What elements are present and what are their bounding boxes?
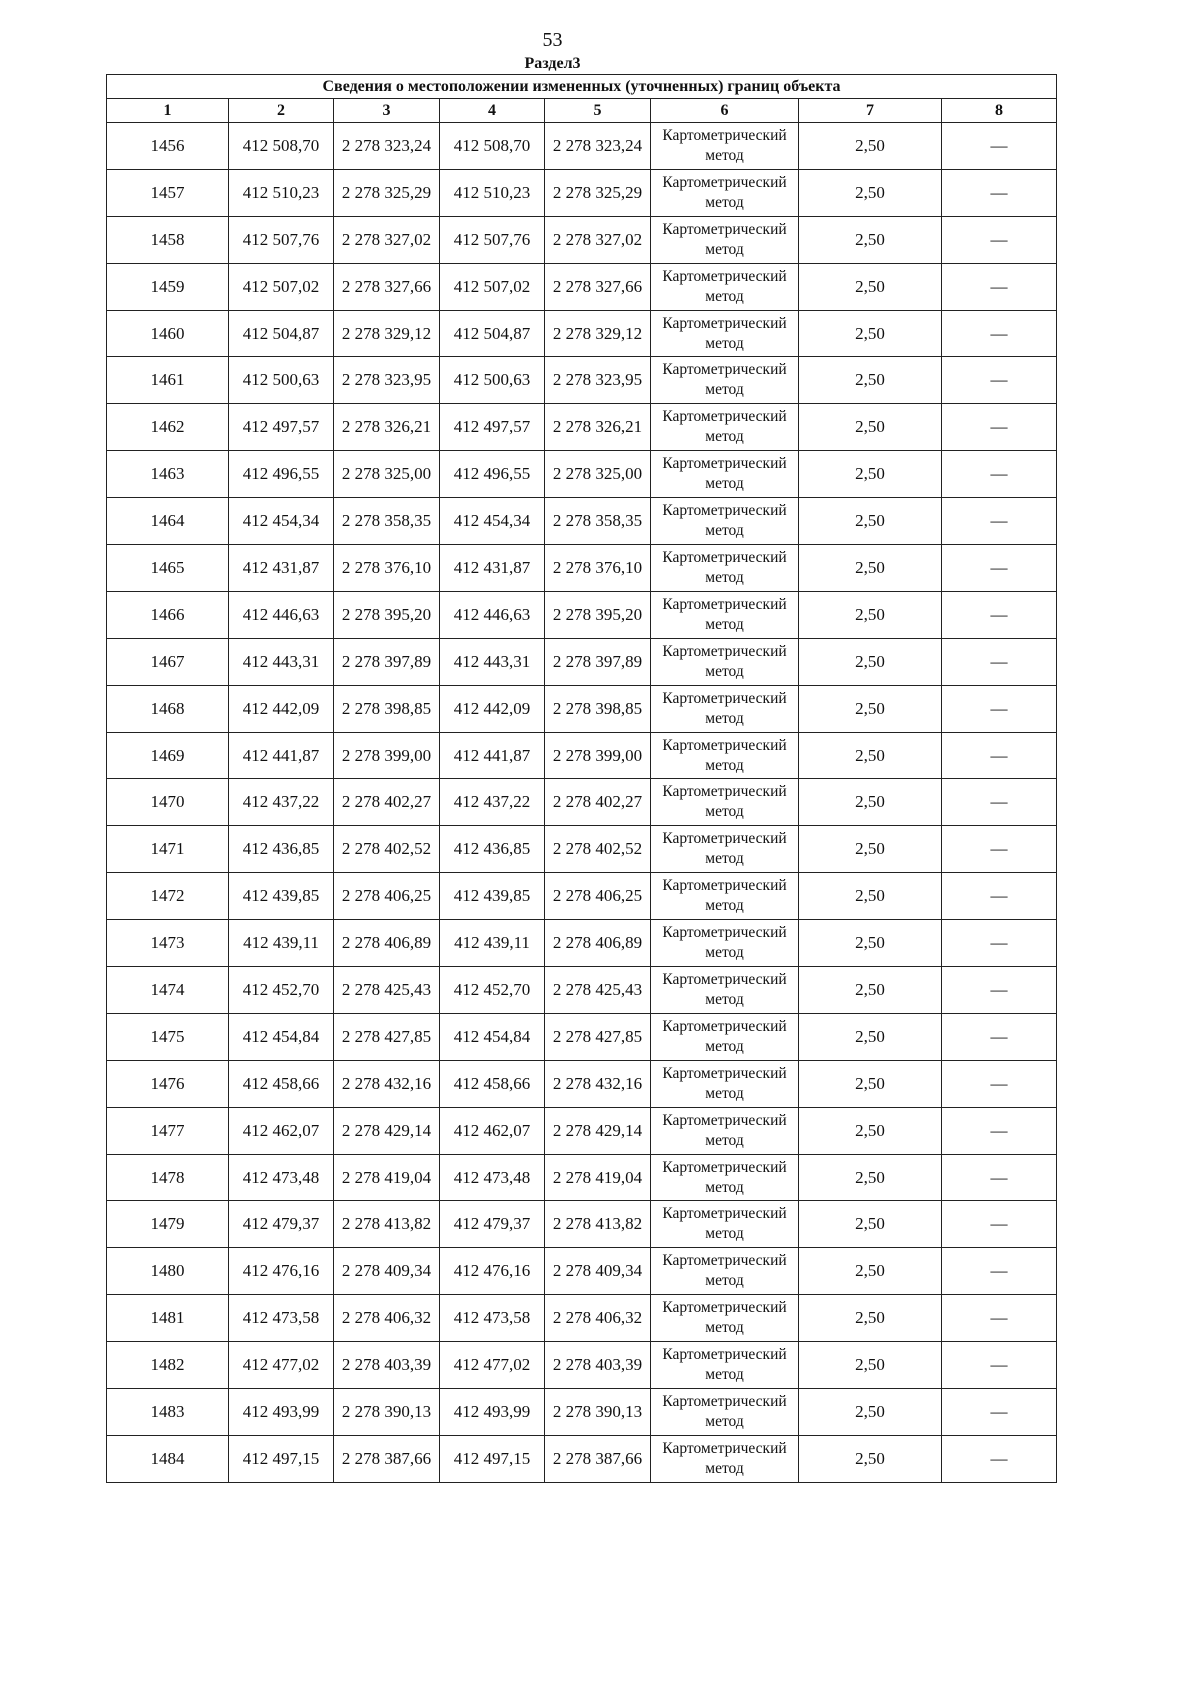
column-header: 3 [334, 99, 440, 123]
x-new-cell: 412 454,34 [440, 498, 545, 545]
method-cell: Картометрический метод [651, 779, 799, 826]
y-existing-cell: 2 278 376,10 [334, 545, 440, 592]
y-existing-cell: 2 278 387,66 [334, 1435, 440, 1482]
table-row [107, 1060, 1057, 1107]
accuracy-cell: 2,50 [799, 123, 942, 170]
x-new-cell: 412 477,02 [440, 1342, 545, 1389]
description-cell: — [942, 779, 1057, 826]
table-caption-row [107, 75, 1057, 99]
method-cell: Картометрический метод [651, 873, 799, 920]
description-cell: — [942, 263, 1057, 310]
x-existing-cell: 412 454,34 [229, 498, 334, 545]
method-cell: Картометрический метод [651, 967, 799, 1014]
table-row [107, 920, 1057, 967]
accuracy-cell: 2,50 [799, 216, 942, 263]
x-existing-cell: 412 454,84 [229, 1013, 334, 1060]
method-cell: Картометрический метод [651, 123, 799, 170]
point-number-cell: 1470 [107, 779, 229, 826]
y-new-cell: 2 278 325,29 [545, 169, 651, 216]
description-cell: — [942, 357, 1057, 404]
x-new-cell: 412 504,87 [440, 310, 545, 357]
table-row [107, 1389, 1057, 1436]
y-new-cell: 2 278 413,82 [545, 1201, 651, 1248]
accuracy-cell: 2,50 [799, 685, 942, 732]
y-new-cell: 2 278 429,14 [545, 1107, 651, 1154]
y-existing-cell: 2 278 403,39 [334, 1342, 440, 1389]
y-existing-cell: 2 278 409,34 [334, 1248, 440, 1295]
accuracy-cell: 2,50 [799, 779, 942, 826]
description-cell: — [942, 732, 1057, 779]
x-new-cell: 412 462,07 [440, 1107, 545, 1154]
point-number-cell: 1461 [107, 357, 229, 404]
table-row [107, 967, 1057, 1014]
table-row [107, 357, 1057, 404]
accuracy-cell: 2,50 [799, 638, 942, 685]
y-existing-cell: 2 278 323,95 [334, 357, 440, 404]
description-cell: — [942, 826, 1057, 873]
y-existing-cell: 2 278 397,89 [334, 638, 440, 685]
y-existing-cell: 2 278 413,82 [334, 1201, 440, 1248]
description-cell: — [942, 1435, 1057, 1482]
point-number-cell: 1471 [107, 826, 229, 873]
point-number-cell: 1481 [107, 1295, 229, 1342]
table-row [107, 732, 1057, 779]
accuracy-cell: 2,50 [799, 1060, 942, 1107]
x-existing-cell: 412 510,23 [229, 169, 334, 216]
method-cell: Картометрический метод [651, 920, 799, 967]
x-existing-cell: 412 442,09 [229, 685, 334, 732]
x-new-cell: 412 510,23 [440, 169, 545, 216]
method-cell: Картометрический метод [651, 685, 799, 732]
x-existing-cell: 412 504,87 [229, 310, 334, 357]
method-cell: Картометрический метод [651, 1154, 799, 1201]
x-existing-cell: 412 452,70 [229, 967, 334, 1014]
x-existing-cell: 412 507,02 [229, 263, 334, 310]
table-row [107, 1154, 1057, 1201]
table-row [107, 591, 1057, 638]
y-new-cell: 2 278 398,85 [545, 685, 651, 732]
x-existing-cell: 412 462,07 [229, 1107, 334, 1154]
x-new-cell: 412 473,48 [440, 1154, 545, 1201]
y-existing-cell: 2 278 402,52 [334, 826, 440, 873]
table-row [107, 498, 1057, 545]
point-number-cell: 1484 [107, 1435, 229, 1482]
x-existing-cell: 412 476,16 [229, 1248, 334, 1295]
point-number-cell: 1475 [107, 1013, 229, 1060]
y-new-cell: 2 278 409,34 [545, 1248, 651, 1295]
description-cell: — [942, 1060, 1057, 1107]
description-cell: — [942, 1295, 1057, 1342]
method-cell: Картометрический метод [651, 263, 799, 310]
accuracy-cell: 2,50 [799, 263, 942, 310]
table-row [107, 1107, 1057, 1154]
x-existing-cell: 412 497,57 [229, 404, 334, 451]
x-new-cell: 412 439,85 [440, 873, 545, 920]
x-existing-cell: 412 507,76 [229, 216, 334, 263]
accuracy-cell: 2,50 [799, 498, 942, 545]
point-number-cell: 1469 [107, 732, 229, 779]
accuracy-cell: 2,50 [799, 1107, 942, 1154]
y-new-cell: 2 278 406,25 [545, 873, 651, 920]
table-row [107, 123, 1057, 170]
accuracy-cell: 2,50 [799, 1342, 942, 1389]
accuracy-cell: 2,50 [799, 920, 942, 967]
y-existing-cell: 2 278 406,89 [334, 920, 440, 967]
y-existing-cell: 2 278 395,20 [334, 591, 440, 638]
column-header: 1 [107, 99, 229, 123]
y-existing-cell: 2 278 398,85 [334, 685, 440, 732]
x-new-cell: 412 496,55 [440, 451, 545, 498]
table-row [107, 1435, 1057, 1482]
table-row [107, 1013, 1057, 1060]
description-cell: — [942, 638, 1057, 685]
x-new-cell: 412 431,87 [440, 545, 545, 592]
x-existing-cell: 412 458,66 [229, 1060, 334, 1107]
description-cell: — [942, 1342, 1057, 1389]
method-cell: Картометрический метод [651, 357, 799, 404]
point-number-cell: 1477 [107, 1107, 229, 1154]
point-number-cell: 1460 [107, 310, 229, 357]
x-new-cell: 412 476,16 [440, 1248, 545, 1295]
y-existing-cell: 2 278 429,14 [334, 1107, 440, 1154]
x-new-cell: 412 443,31 [440, 638, 545, 685]
y-new-cell: 2 278 323,24 [545, 123, 651, 170]
x-existing-cell: 412 473,58 [229, 1295, 334, 1342]
x-existing-cell: 412 493,99 [229, 1389, 334, 1436]
y-existing-cell: 2 278 327,66 [334, 263, 440, 310]
y-new-cell: 2 278 406,32 [545, 1295, 651, 1342]
column-header: 2 [229, 99, 334, 123]
method-cell: Картометрический метод [651, 545, 799, 592]
x-new-cell: 412 473,58 [440, 1295, 545, 1342]
x-new-cell: 412 437,22 [440, 779, 545, 826]
y-existing-cell: 2 278 425,43 [334, 967, 440, 1014]
accuracy-cell: 2,50 [799, 591, 942, 638]
accuracy-cell: 2,50 [799, 545, 942, 592]
method-cell: Картометрический метод [651, 732, 799, 779]
y-existing-cell: 2 278 432,16 [334, 1060, 440, 1107]
x-new-cell: 412 507,76 [440, 216, 545, 263]
table-caption: Сведения о местоположении измененных (уточненных) границ объекта [107, 75, 1057, 99]
accuracy-cell: 2,50 [799, 732, 942, 779]
method-cell: Картометрический метод [651, 216, 799, 263]
description-cell: — [942, 1248, 1057, 1295]
accuracy-cell: 2,50 [799, 1389, 942, 1436]
point-number-cell: 1478 [107, 1154, 229, 1201]
x-new-cell: 412 497,57 [440, 404, 545, 451]
accuracy-cell: 2,50 [799, 873, 942, 920]
table-row [107, 1342, 1057, 1389]
y-new-cell: 2 278 329,12 [545, 310, 651, 357]
x-new-cell: 412 497,15 [440, 1435, 545, 1482]
x-existing-cell: 412 439,85 [229, 873, 334, 920]
x-existing-cell: 412 497,15 [229, 1435, 334, 1482]
description-cell: — [942, 498, 1057, 545]
description-cell: — [942, 967, 1057, 1014]
point-number-cell: 1462 [107, 404, 229, 451]
method-cell: Картометрический метод [651, 591, 799, 638]
accuracy-cell: 2,50 [799, 1248, 942, 1295]
description-cell: — [942, 873, 1057, 920]
x-existing-cell: 412 496,55 [229, 451, 334, 498]
x-new-cell: 412 493,99 [440, 1389, 545, 1436]
point-number-cell: 1463 [107, 451, 229, 498]
method-cell: Картометрический метод [651, 1342, 799, 1389]
y-existing-cell: 2 278 323,24 [334, 123, 440, 170]
point-number-cell: 1480 [107, 1248, 229, 1295]
table-row [107, 451, 1057, 498]
description-cell: — [942, 451, 1057, 498]
accuracy-cell: 2,50 [799, 404, 942, 451]
y-new-cell: 2 278 395,20 [545, 591, 651, 638]
x-existing-cell: 412 473,48 [229, 1154, 334, 1201]
table-row [107, 263, 1057, 310]
y-existing-cell: 2 278 325,00 [334, 451, 440, 498]
point-number-cell: 1474 [107, 967, 229, 1014]
accuracy-cell: 2,50 [799, 967, 942, 1014]
x-new-cell: 412 458,66 [440, 1060, 545, 1107]
accuracy-cell: 2,50 [799, 310, 942, 357]
table-row [107, 779, 1057, 826]
point-number-cell: 1457 [107, 169, 229, 216]
table-row [107, 545, 1057, 592]
x-new-cell: 412 442,09 [440, 685, 545, 732]
boundary-coordinates-table [106, 74, 1057, 1483]
x-new-cell: 412 441,87 [440, 732, 545, 779]
accuracy-cell: 2,50 [799, 357, 942, 404]
y-existing-cell: 2 278 419,04 [334, 1154, 440, 1201]
x-existing-cell: 412 437,22 [229, 779, 334, 826]
table-row [107, 1201, 1057, 1248]
method-cell: Картометрический метод [651, 1295, 799, 1342]
column-header: 6 [651, 99, 799, 123]
point-number-cell: 1473 [107, 920, 229, 967]
y-existing-cell: 2 278 402,27 [334, 779, 440, 826]
y-existing-cell: 2 278 358,35 [334, 498, 440, 545]
y-new-cell: 2 278 403,39 [545, 1342, 651, 1389]
point-number-cell: 1458 [107, 216, 229, 263]
accuracy-cell: 2,50 [799, 1201, 942, 1248]
accuracy-cell: 2,50 [799, 451, 942, 498]
accuracy-cell: 2,50 [799, 169, 942, 216]
point-number-cell: 1468 [107, 685, 229, 732]
method-cell: Картометрический метод [651, 169, 799, 216]
description-cell: — [942, 685, 1057, 732]
method-cell: Картометрический метод [651, 1060, 799, 1107]
table-row [107, 826, 1057, 873]
x-new-cell: 412 507,02 [440, 263, 545, 310]
point-number-cell: 1483 [107, 1389, 229, 1436]
y-new-cell: 2 278 326,21 [545, 404, 651, 451]
method-cell: Картометрический метод [651, 498, 799, 545]
y-existing-cell: 2 278 406,32 [334, 1295, 440, 1342]
accuracy-cell: 2,50 [799, 1295, 942, 1342]
x-existing-cell: 412 443,31 [229, 638, 334, 685]
y-existing-cell: 2 278 327,02 [334, 216, 440, 263]
point-number-cell: 1464 [107, 498, 229, 545]
description-cell: — [942, 123, 1057, 170]
description-cell: — [942, 1154, 1057, 1201]
y-existing-cell: 2 278 399,00 [334, 732, 440, 779]
method-cell: Картометрический метод [651, 1013, 799, 1060]
point-number-cell: 1465 [107, 545, 229, 592]
x-new-cell: 412 479,37 [440, 1201, 545, 1248]
description-cell: — [942, 1389, 1057, 1436]
description-cell: — [942, 310, 1057, 357]
method-cell: Картометрический метод [651, 638, 799, 685]
table-row [107, 169, 1057, 216]
table-row [107, 310, 1057, 357]
x-existing-cell: 412 500,63 [229, 357, 334, 404]
description-cell: — [942, 1013, 1057, 1060]
y-new-cell: 2 278 425,43 [545, 967, 651, 1014]
y-new-cell: 2 278 406,89 [545, 920, 651, 967]
x-existing-cell: 412 431,87 [229, 545, 334, 592]
description-cell: — [942, 1107, 1057, 1154]
method-cell: Картометрический метод [651, 1389, 799, 1436]
x-existing-cell: 412 479,37 [229, 1201, 334, 1248]
point-number-cell: 1459 [107, 263, 229, 310]
point-number-cell: 1476 [107, 1060, 229, 1107]
point-number-cell: 1479 [107, 1201, 229, 1248]
x-new-cell: 412 452,70 [440, 967, 545, 1014]
x-existing-cell: 412 441,87 [229, 732, 334, 779]
point-number-cell: 1482 [107, 1342, 229, 1389]
point-number-cell: 1472 [107, 873, 229, 920]
y-new-cell: 2 278 390,13 [545, 1389, 651, 1436]
x-existing-cell: 412 508,70 [229, 123, 334, 170]
column-header: 4 [440, 99, 545, 123]
table-row [107, 216, 1057, 263]
y-new-cell: 2 278 376,10 [545, 545, 651, 592]
x-existing-cell: 412 436,85 [229, 826, 334, 873]
y-existing-cell: 2 278 406,25 [334, 873, 440, 920]
y-new-cell: 2 278 327,66 [545, 263, 651, 310]
x-new-cell: 412 500,63 [440, 357, 545, 404]
table-row [107, 1248, 1057, 1295]
accuracy-cell: 2,50 [799, 1435, 942, 1482]
column-header-row [107, 99, 1057, 123]
x-existing-cell: 412 446,63 [229, 591, 334, 638]
column-header: 8 [942, 99, 1057, 123]
description-cell: — [942, 216, 1057, 263]
y-new-cell: 2 278 387,66 [545, 1435, 651, 1482]
y-new-cell: 2 278 419,04 [545, 1154, 651, 1201]
x-new-cell: 412 436,85 [440, 826, 545, 873]
y-new-cell: 2 278 327,02 [545, 216, 651, 263]
point-number-cell: 1467 [107, 638, 229, 685]
x-new-cell: 412 439,11 [440, 920, 545, 967]
point-number-cell: 1466 [107, 591, 229, 638]
table-row [107, 638, 1057, 685]
method-cell: Картометрический метод [651, 1107, 799, 1154]
x-new-cell: 412 454,84 [440, 1013, 545, 1060]
method-cell: Картометрический метод [651, 404, 799, 451]
y-new-cell: 2 278 402,52 [545, 826, 651, 873]
column-header: 5 [545, 99, 651, 123]
x-existing-cell: 412 477,02 [229, 1342, 334, 1389]
method-cell: Картометрический метод [651, 826, 799, 873]
description-cell: — [942, 404, 1057, 451]
y-new-cell: 2 278 432,16 [545, 1060, 651, 1107]
y-new-cell: 2 278 427,85 [545, 1013, 651, 1060]
point-number-cell: 1456 [107, 123, 229, 170]
y-new-cell: 2 278 397,89 [545, 638, 651, 685]
y-new-cell: 2 278 402,27 [545, 779, 651, 826]
description-cell: — [942, 1201, 1057, 1248]
description-cell: — [942, 591, 1057, 638]
y-existing-cell: 2 278 326,21 [334, 404, 440, 451]
column-header: 7 [799, 99, 942, 123]
x-new-cell: 412 508,70 [440, 123, 545, 170]
accuracy-cell: 2,50 [799, 1013, 942, 1060]
x-existing-cell: 412 439,11 [229, 920, 334, 967]
accuracy-cell: 2,50 [799, 826, 942, 873]
section-title: Раздел3 [524, 55, 581, 72]
y-new-cell: 2 278 358,35 [545, 498, 651, 545]
table-row [107, 873, 1057, 920]
y-new-cell: 2 278 399,00 [545, 732, 651, 779]
description-cell: — [942, 169, 1057, 216]
y-existing-cell: 2 278 427,85 [334, 1013, 440, 1060]
method-cell: Картометрический метод [651, 1248, 799, 1295]
y-new-cell: 2 278 325,00 [545, 451, 651, 498]
method-cell: Картометрический метод [651, 451, 799, 498]
table-row [107, 685, 1057, 732]
x-new-cell: 412 446,63 [440, 591, 545, 638]
accuracy-cell: 2,50 [799, 1154, 942, 1201]
method-cell: Картометрический метод [651, 1435, 799, 1482]
y-existing-cell: 2 278 325,29 [334, 169, 440, 216]
y-existing-cell: 2 278 329,12 [334, 310, 440, 357]
description-cell: — [942, 545, 1057, 592]
method-cell: Картометрический метод [651, 310, 799, 357]
y-new-cell: 2 278 323,95 [545, 357, 651, 404]
table-row [107, 404, 1057, 451]
page-number: 53 [542, 29, 563, 51]
method-cell: Картометрический метод [651, 1201, 799, 1248]
description-cell: — [942, 920, 1057, 967]
y-existing-cell: 2 278 390,13 [334, 1389, 440, 1436]
table-row [107, 1295, 1057, 1342]
